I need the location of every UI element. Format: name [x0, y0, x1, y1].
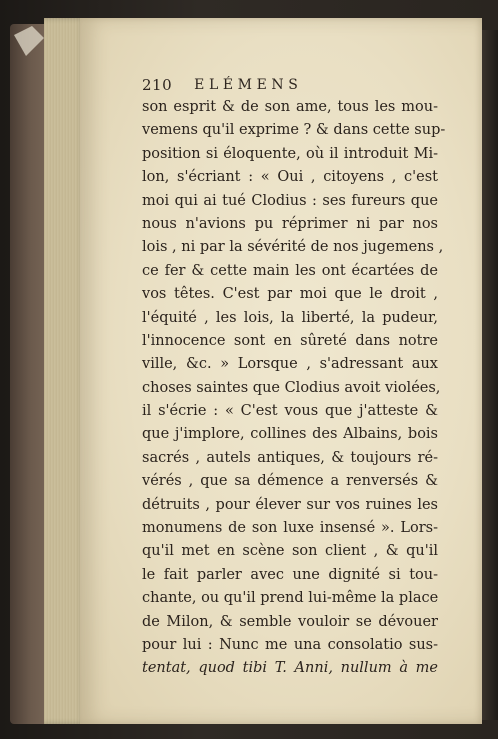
text-line: qu'il met en scène son client , & qu'il [142, 543, 438, 560]
text-line: monumens de son luxe insensé ». Lors- [142, 520, 438, 537]
text-line: sacrés , autels antiques, & toujours ré- [142, 449, 438, 466]
running-head: ELÉMENS [194, 77, 303, 93]
text-line: vos têtes. C'est par moi que le droit , [142, 286, 438, 303]
text-line: lois , ni par la sévérité de nos jugemens , [142, 239, 444, 256]
text-line: détruits , pour élever sur vos ruines les [142, 496, 438, 513]
text-line: vérés , que sa démence a renversés & [142, 473, 438, 490]
text-line: chante, ou qu'il prend lui-même la place [142, 590, 439, 607]
page-number: 210 [142, 76, 173, 94]
text-line: nous n'avions pu réprimer ni par nos [142, 215, 438, 232]
text-line: que j'implore, collines des Albains, bois [142, 426, 438, 443]
text-line: position si éloquente, où il introduit Mi- [142, 145, 438, 162]
text-line: de Milon, & semble vouloir se dévouer [142, 613, 438, 630]
text-line: il s'écrie : « C'est vous que j'atteste & [142, 403, 438, 420]
text-line: vemens qu'il exprime ? & dans cette sup- [142, 122, 446, 139]
book-edge [482, 30, 498, 720]
text-line: ville, &c. » Lorsque , s'adressant aux [142, 356, 438, 373]
text-line: choses saintes que Clodius avoit violées, [142, 379, 441, 396]
body-text [142, 96, 446, 681]
text-line: ce fer & cette main les ont écartées de [142, 262, 438, 279]
text-line: lon, s'écriant : « Oui , citoyens , c'est [142, 169, 438, 186]
text-line: l'équité , les lois, la liberté, la pudeur, [142, 309, 438, 326]
page-header [142, 74, 302, 96]
text-line: pour lui : Nunc me una consolatio sus- [142, 636, 438, 653]
text-line: moi qui ai tué Clodius : ses fureurs que [142, 192, 438, 209]
text-line: l'innocence sont en sûreté dans notre [142, 332, 438, 349]
text-line: le fait parler avec une dignité si tou- [142, 566, 438, 583]
text-line: son esprit & de son ame, tous les mou- [142, 99, 438, 115]
text-line: tentat, quod tibi T. Anni, nullum à me [142, 660, 438, 677]
